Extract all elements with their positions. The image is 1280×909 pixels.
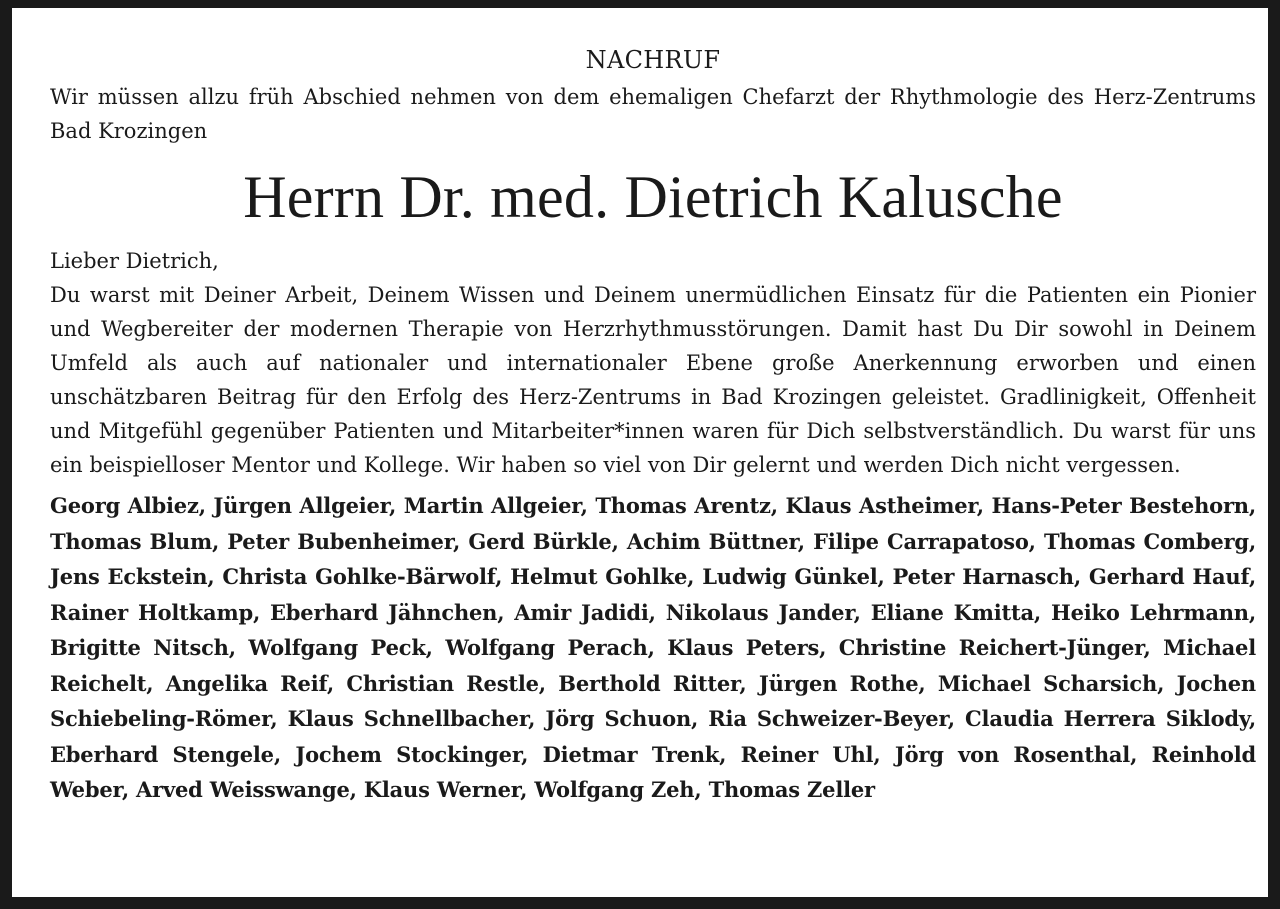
obituary-intro: Wir müssen allzu früh Abschied nehmen von dem ehemaligen Chefarzt der Rhythmologie des Herz-Zentrums Bad Krozingen [50, 85, 1256, 143]
letter-body: Du warst mit Deiner Arbeit, Deinem Wissen und Deinem unermüdlichen Einsatz für die Patienten ein Pionier und Wegbereiter der modernen Therapie von Herzrhythmusstörungen. Damit hast Du Dir sowohl in Deinem Umfeld als auch auf nationaler und internationaler Ebene große Anerkennung erworben und einen unschätzbaren Beitrag für den Erfolg des Herz-Zentrums in Bad Krozingen geleistet. Gradlinigkeit, Offenheit und Mitgefühl gegenüber Patienten und Mitarbeiter*innen waren für Dich selbstverständlich. Du warst für uns ein beispielloser Mentor und Kollege. Wir haben so viel von Dir gelernt und werden Dich nicht vergessen. [50, 283, 1256, 477]
obituary-heading: NACHRUF [585, 46, 721, 74]
deceased-name: Herrn Dr. med. Dietrich Kalusche [243, 164, 1063, 230]
signatory-list: Georg Albiez, Jürgen Allgeier, Martin Allgeier, Thomas Arentz, Klaus Astheimer, Hans-Peter Bestehorn, Thomas Blum, Peter Bubenheimer, Gerd Bürkle, Achim Büttner, Filipe Carrapatoso, Thomas Comberg, Jens Eckstein, Christa Gohlke-Bärwolf, Helmut Gohlke, Ludwig Günkel, Peter Harnasch, Gerhard Hauf, Rainer Holtkamp, Eberhard Jähnchen, Amir Jadidi, Nikolaus Jander, Eliane Kmitta, Heiko Lehrmann, Brigitte Nitsch, Wolfgang Peck, Wolfgang Perach, Klaus Peters, Christine Reichert-Jünger, Michael Reichelt, Angelika Reif, Christian Restle, Berthold Ritter, Jürgen Rothe, Michael Scharsich, Jochen Schiebeling-Römer, Klaus Schnellbacher, Jörg Schuon, Ria Schweizer-Beyer, Claudia Herrera Siklody, Eberhard Stengele, Jochem Stockinger, Dietmar Trenk, Reiner Uhl, Jörg von Rosenthal, Reinhold Weber, Arved Weisswange, Klaus Werner, Wolfgang Zeh, Thomas Zeller [50, 493, 1256, 802]
letter-salutation: Lieber Dietrich, [50, 249, 219, 273]
obituary-content [50, 46, 1256, 808]
